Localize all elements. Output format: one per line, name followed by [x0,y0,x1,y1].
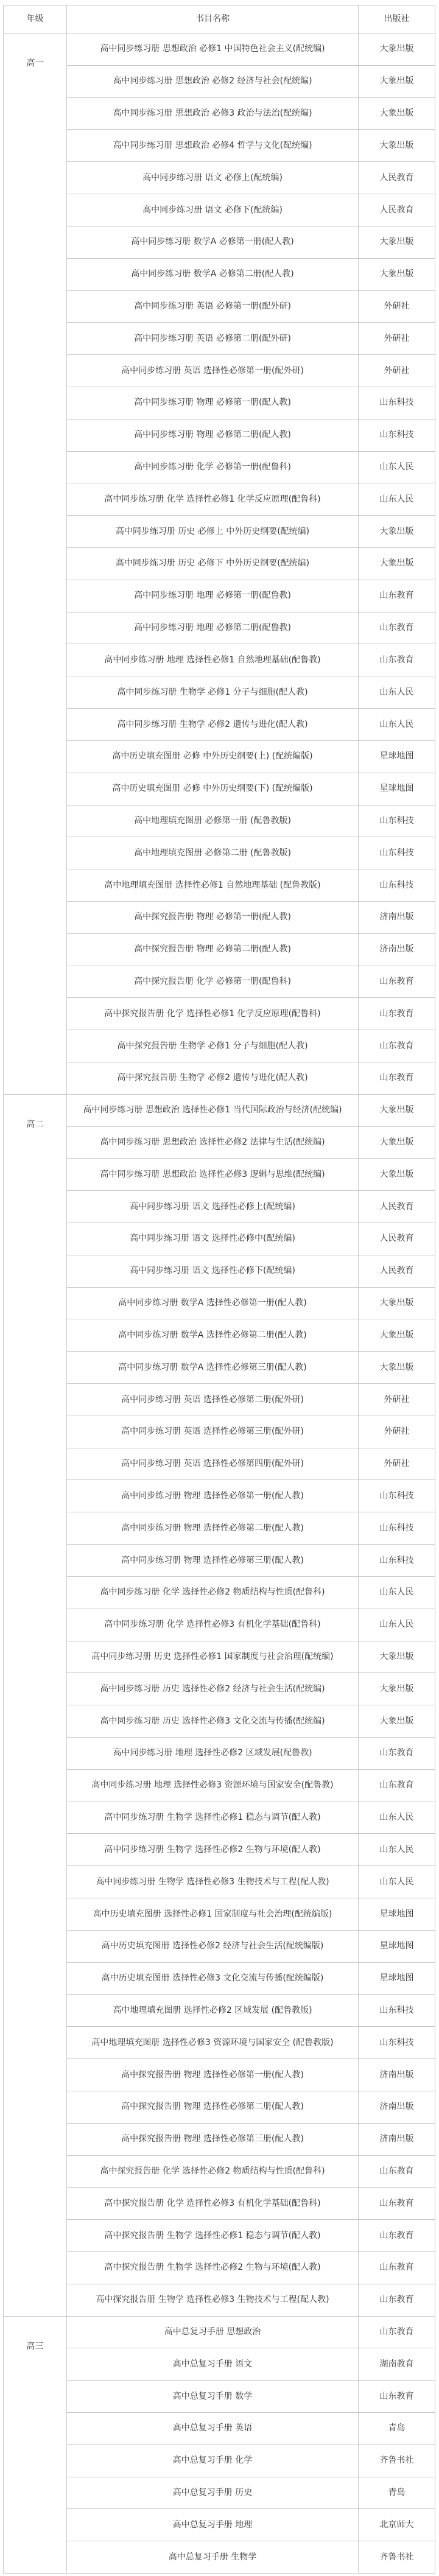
grade-book-list [67,1095,435,2317]
publisher: 山东人民 [359,1834,435,1866]
book-title: 高中同步练习册 英语 必修第一册(配外研) [67,291,359,323]
table-row [67,1352,435,1384]
publisher: 大象出版 [359,516,435,548]
table-row [67,162,435,194]
table-row [67,98,435,130]
book-title: 高中地理填充图册 选择性必修2 区域发展 (配鲁教版) [67,1995,359,2027]
book-title: 高中同步练习册 化学 必修第一册(配鲁科) [67,452,359,484]
grade-label: 高二 [4,1095,67,2317]
book-title: 高中同步练习册 化学 选择性必修2 物质结构与性质(配鲁科) [67,1577,359,1609]
publisher: 外研社 [359,323,435,355]
publisher: 山东科技 [359,1995,435,2027]
table-row [67,1127,435,1159]
publisher: 山东人民 [359,1866,435,1898]
header-grade: 年级 [4,5,67,33]
publisher: 山东教育 [359,966,435,998]
table-row [67,1448,435,1481]
publisher: 人民教育 [359,1191,435,1223]
publisher: 济南出版 [359,2091,435,2124]
publisher: 齐鲁书社 [359,2541,435,2574]
book-title: 高中地理填充图册 选择性必修3 资源环境与国家安全 (配鲁教版) [67,2027,359,2059]
table-row [67,1255,435,1288]
table-row [67,1738,435,1770]
publisher: 山东科技 [359,387,435,419]
table-row [67,2059,435,2091]
grade-label: 高三 [4,2317,67,2574]
table-row [67,869,435,902]
publisher: 山东教育 [359,2317,435,2349]
book-title: 高中同步练习册 思想政治 选择性必修1 当代国际政治与经济(配统编) [67,1095,359,1127]
book-title: 高中地理填充图册 选择性必修1 自然地理基础 (配鲁教版) [67,869,359,902]
publisher: 山东教育 [359,2188,435,2220]
publisher: 星球地图 [359,773,435,805]
publisher: 山东科技 [359,1512,435,1545]
table-row [67,452,435,484]
publisher: 山东教育 [359,2381,435,2413]
book-title: 高中同步练习册 生物学 选择性必修2 生物与环境(配人教) [67,1834,359,1866]
table-row [67,2252,435,2284]
book-title: 高中总复习手册 生物学 [67,2541,359,2574]
book-title: 高中同步练习册 数学A 选择性必修第二册(配人教) [67,1319,359,1352]
table-row [67,2284,435,2317]
book-title: 高中探究报告册 生物学 必修1 分子与细胞(配人教) [67,1030,359,1062]
book-title: 高中同步练习册 语文 选择性必修下(配统编) [67,1255,359,1288]
publisher: 青岛 [359,2413,435,2445]
publisher: 山东科技 [359,805,435,838]
table-row [67,2541,435,2574]
table-row [67,998,435,1030]
publisher: 山东教育 [359,2252,435,2284]
book-title: 高中同步练习册 数学A 必修第二册(配人教) [67,259,359,291]
table-row [67,226,435,259]
publisher: 大象出版 [359,1641,435,1674]
book-title: 高中总复习手册 思想政治 [67,2317,359,2349]
book-title: 高中探究报告册 物理 选择性必修第三册(配人教) [67,2124,359,2156]
book-title: 高中同步练习册 英语 选择性必修第二册(配外研) [67,1384,359,1416]
book-title: 高中同步练习册 生物学 必修2 遗传与进化(配人教) [67,709,359,741]
publisher: 山东人民 [359,676,435,709]
book-title: 高中探究报告册 化学 必修第一册(配鲁科) [67,966,359,998]
table-row [67,1416,435,1448]
publisher: 山东人民 [359,483,435,516]
table-row [67,548,435,580]
book-title: 高中同步练习册 语文 选择性必修上(配统编) [67,1191,359,1223]
grade-block [4,1095,435,2317]
book-title: 高中同步练习册 思想政治 选择性必修3 逻辑与思维(配统编) [67,1159,359,1191]
table-row [67,1159,435,1191]
book-title: 高中同步练习册 化学 选择性必修1 化学反应原理(配鲁科) [67,483,359,516]
publisher: 外研社 [359,1416,435,1448]
publisher: 山东教育 [359,1738,435,1770]
book-title: 高中同步练习册 历史 必修上 中外历史纲要(配统编) [67,516,359,548]
book-title: 高中总复习手册 化学 [67,2445,359,2477]
publisher: 山东教育 [359,998,435,1030]
table-row [67,644,435,676]
book-title: 高中同步练习册 语文 选择性必修中(配统编) [67,1223,359,1255]
book-title: 高中同步练习册 数学A 选择性必修第一册(配人教) [67,1288,359,1320]
table-row [67,1480,435,1512]
book-title: 高中同步练习册 生物学 选择性必修1 稳态与调节(配人教) [67,1802,359,1834]
table-row [67,1931,435,1963]
publisher: 济南出版 [359,2124,435,2156]
publisher: 大象出版 [359,1288,435,1320]
table-row [67,33,435,66]
table-row [67,1866,435,1898]
table-row [67,355,435,387]
publisher: 山东人民 [359,1577,435,1609]
publisher: 人民教育 [359,1223,435,1255]
book-title: 高中同步练习册 英语 选择性必修第三册(配外研) [67,1416,359,1448]
table-row [67,2381,435,2413]
publisher: 星球地图 [359,741,435,773]
publisher: 大象出版 [359,1673,435,1705]
table-row [67,1288,435,1320]
publisher: 山东教育 [359,2156,435,2188]
book-title: 高中同步练习册 思想政治 必修4 哲学与文化(配统编) [67,130,359,162]
book-title: 高中同步练习册 地理 选择性必修1 自然地理基础(配鲁教) [67,644,359,676]
book-title: 高中同步练习册 物理 必修第一册(配人教) [67,387,359,419]
publisher: 山东科技 [359,1545,435,1577]
book-title: 高中总复习手册 历史 [67,2477,359,2510]
table-row [67,741,435,773]
publisher: 大象出版 [359,1352,435,1384]
book-title: 高中同步练习册 思想政治 选择性必修2 法律与生活(配统编) [67,1127,359,1159]
book-title: 高中探究报告册 生物学 选择性必修1 稳态与调节(配人教) [67,2220,359,2252]
publisher: 山东教育 [359,1030,435,1062]
table-row [67,1705,435,1738]
publisher: 外研社 [359,1384,435,1416]
publisher: 大象出版 [359,98,435,130]
book-title: 高中探究报告册 物理 必修第二册(配人教) [67,934,359,966]
table-row [67,1384,435,1416]
book-title: 高中同步练习册 数学A 选择性必修第三册(配人教) [67,1352,359,1384]
publisher: 大象出版 [359,130,435,162]
book-title: 高中探究报告册 物理 选择性必修第二册(配人教) [67,2091,359,2124]
book-title: 高中总复习手册 语文 [67,2348,359,2381]
publisher: 山东人民 [359,1802,435,1834]
book-title: 高中同步练习册 生物学 必修1 分子与细胞(配人教) [67,676,359,709]
table-row [67,2220,435,2252]
table-row [67,1963,435,1995]
book-title: 高中总复习手册 地理 [67,2509,359,2541]
table-row [67,773,435,805]
book-title: 高中探究报告册 化学 选择性必修2 物质结构与性质(配鲁科) [67,2156,359,2188]
book-title: 高中同步练习册 历史 选择性必修2 经济与社会生活(配统编) [67,1673,359,1705]
grade-label: 高一 [4,33,67,1095]
table-header-row [4,5,435,33]
table-row [67,2091,435,2124]
publisher: 山东教育 [359,580,435,612]
publisher: 济南出版 [359,902,435,934]
book-title: 高中同步练习册 语文 必修上(配统编) [67,162,359,194]
book-title: 高中历史填充图册 选择性必修2 经济与社会生活(配统编版) [67,1931,359,1963]
publisher: 山东科技 [359,419,435,452]
book-title: 高中同步练习册 地理 必修第二册(配鲁教) [67,612,359,645]
publisher: 山东教育 [359,644,435,676]
table-row [67,194,435,226]
book-title: 高中同步练习册 数学A 必修第一册(配人教) [67,226,359,259]
table-row [67,934,435,966]
publisher: 人民教育 [359,162,435,194]
table-row [67,1512,435,1545]
book-title: 高中探究报告册 生物学 选择性必修2 生物与环境(配人教) [67,2252,359,2284]
publisher: 山东科技 [359,837,435,869]
book-title: 高中地理填充图册 必修第二册 (配鲁教版) [67,837,359,869]
publisher: 山东人民 [359,1609,435,1641]
table-row [67,387,435,419]
publisher: 外研社 [359,291,435,323]
book-title: 高中同步练习册 思想政治 必修1 中国特色社会主义(配统编) [67,33,359,66]
grade-book-list [67,33,435,1095]
table-body [4,33,435,2574]
publisher: 山东科技 [359,1480,435,1512]
book-title: 高中同步练习册 生物学 选择性必修3 生物技术与工程(配人教) [67,1866,359,1898]
book-title: 高中同步练习册 地理 必修第一册(配鲁教) [67,580,359,612]
table-row [67,1030,435,1062]
table-row [67,1191,435,1223]
book-title: 高中同步练习册 化学 选择性必修3 有机化学基础(配鲁科) [67,1609,359,1641]
table-row [67,1545,435,1577]
grade-book-list [67,2317,435,2574]
table-row [67,2124,435,2156]
publisher: 人民教育 [359,1255,435,1288]
table-row [67,483,435,516]
publisher: 齐鲁书社 [359,2445,435,2477]
table-row [67,1641,435,1674]
table-row [67,612,435,645]
table-row [67,902,435,934]
table-row [67,291,435,323]
publisher: 青岛 [359,2477,435,2510]
book-title: 高中探究报告册 化学 选择性必修1 化学反应原理(配鲁科) [67,998,359,1030]
publisher: 人民教育 [359,194,435,226]
book-title: 高中同步练习册 思想政治 必修3 政治与法治(配统编) [67,98,359,130]
book-title: 高中总复习手册 数学 [67,2381,359,2413]
table-row [67,2027,435,2059]
publisher: 大象出版 [359,1159,435,1191]
publisher: 山东教育 [359,1062,435,1095]
table-row [67,1834,435,1866]
grade-block [4,33,435,1095]
publisher: 北京师大 [359,2509,435,2541]
publisher: 星球地图 [359,1931,435,1963]
book-title: 高中同步练习册 地理 选择性必修2 区域发展(配鲁教) [67,1738,359,1770]
table-row [67,2509,435,2541]
table-row [67,323,435,355]
publisher: 济南出版 [359,934,435,966]
book-list-table [3,5,435,2574]
publisher: 大象出版 [359,66,435,98]
publisher: 大象出版 [359,1127,435,1159]
book-title: 高中同步练习册 物理 选择性必修第二册(配人教) [67,1512,359,1545]
book-title: 高中探究报告册 物理 必修第一册(配人教) [67,902,359,934]
publisher: 山东科技 [359,2027,435,2059]
publisher: 湖南教育 [359,2348,435,2381]
table-row [67,1770,435,1802]
book-title: 高中历史填充图册 必修 中外历史纲要(下) (配统编版) [67,773,359,805]
table-row [67,516,435,548]
table-row [67,1673,435,1705]
book-title: 高中同步练习册 物理 选择性必修第三册(配人教) [67,1545,359,1577]
book-title: 高中探究报告册 生物学 必修2 遗传与进化(配人教) [67,1062,359,1095]
table-row [67,2156,435,2188]
publisher: 大象出版 [359,226,435,259]
book-title: 高中同步练习册 英语 选择性必修第四册(配外研) [67,1448,359,1481]
book-title: 高中同步练习册 英语 选择性必修第一册(配外研) [67,355,359,387]
table-row [67,259,435,291]
publisher: 大象出版 [359,1705,435,1738]
table-row [67,1802,435,1834]
table-row [67,1062,435,1095]
book-title: 高中同步练习册 语文 必修下(配统编) [67,194,359,226]
table-row [67,2348,435,2381]
book-title: 高中历史填充图册 选择性必修1 国家制度与社会治理(配统编版) [67,1898,359,1931]
header-publisher: 出版社 [359,5,435,33]
table-row [67,2188,435,2220]
book-title: 高中探究报告册 生物学 选择性必修3 生物技术与工程(配人教) [67,2284,359,2317]
table-row [67,1577,435,1609]
table-row [67,2445,435,2477]
table-row [67,676,435,709]
publisher: 山东教育 [359,2284,435,2317]
table-row [67,837,435,869]
publisher: 大象出版 [359,1095,435,1127]
table-row [67,1609,435,1641]
publisher: 大象出版 [359,33,435,66]
book-title: 高中同步练习册 历史 选择性必修3 文化交流与传播(配统编) [67,1705,359,1738]
table-row [67,2477,435,2510]
table-row [67,1319,435,1352]
publisher: 山东教育 [359,612,435,645]
publisher: 山东教育 [359,1770,435,1802]
publisher: 大象出版 [359,259,435,291]
table-row [67,66,435,98]
book-title: 高中同步练习册 历史 必修下 中外历史纲要(配统编) [67,548,359,580]
publisher: 济南出版 [359,2059,435,2091]
publisher: 星球地图 [359,1898,435,1931]
book-title: 高中同步练习册 地理 选择性必修3 资源环境与国家安全(配鲁教) [67,1770,359,1802]
book-title: 高中同步练习册 英语 必修第二册(配外研) [67,323,359,355]
book-title: 高中同步练习册 物理 必修第二册(配人教) [67,419,359,452]
publisher: 山东教育 [359,2220,435,2252]
book-title: 高中历史填充图册 选择性必修3 文化交流与传播(配统编版) [67,1963,359,1995]
book-title: 高中探究报告册 物理 选择性必修第一册(配人教) [67,2059,359,2091]
book-title: 高中总复习手册 英语 [67,2413,359,2445]
table-row [67,1223,435,1255]
table-row [67,2413,435,2445]
publisher: 山东人民 [359,709,435,741]
book-title: 高中历史填充图册 必修 中外历史纲要(上) (配统编版) [67,741,359,773]
table-row [67,805,435,838]
table-row [67,1898,435,1931]
grade-block [4,2317,435,2574]
publisher: 大象出版 [359,548,435,580]
publisher: 山东科技 [359,869,435,902]
table-row [67,1095,435,1127]
publisher: 外研社 [359,1448,435,1481]
publisher: 山东人民 [359,452,435,484]
publisher: 星球地图 [359,1963,435,1995]
table-row [67,419,435,452]
book-title: 高中同步练习册 思想政治 必修2 经济与社会(配统编) [67,66,359,98]
table-row [67,1995,435,2027]
book-title: 高中同步练习册 历史 选择性必修1 国家制度与社会治理(配统编) [67,1641,359,1674]
table-row [67,966,435,998]
book-title: 高中同步练习册 物理 选择性必修第一册(配人教) [67,1480,359,1512]
publisher: 外研社 [359,355,435,387]
table-row [67,130,435,162]
table-row [67,580,435,612]
table-row [67,709,435,741]
table-row [67,2317,435,2349]
publisher: 大象出版 [359,1319,435,1352]
header-book-title: 书目名称 [67,5,359,33]
book-title: 高中探究报告册 化学 选择性必修3 有机化学基础(配鲁科) [67,2188,359,2220]
book-title: 高中地理填充图册 必修第一册 (配鲁教版) [67,805,359,838]
